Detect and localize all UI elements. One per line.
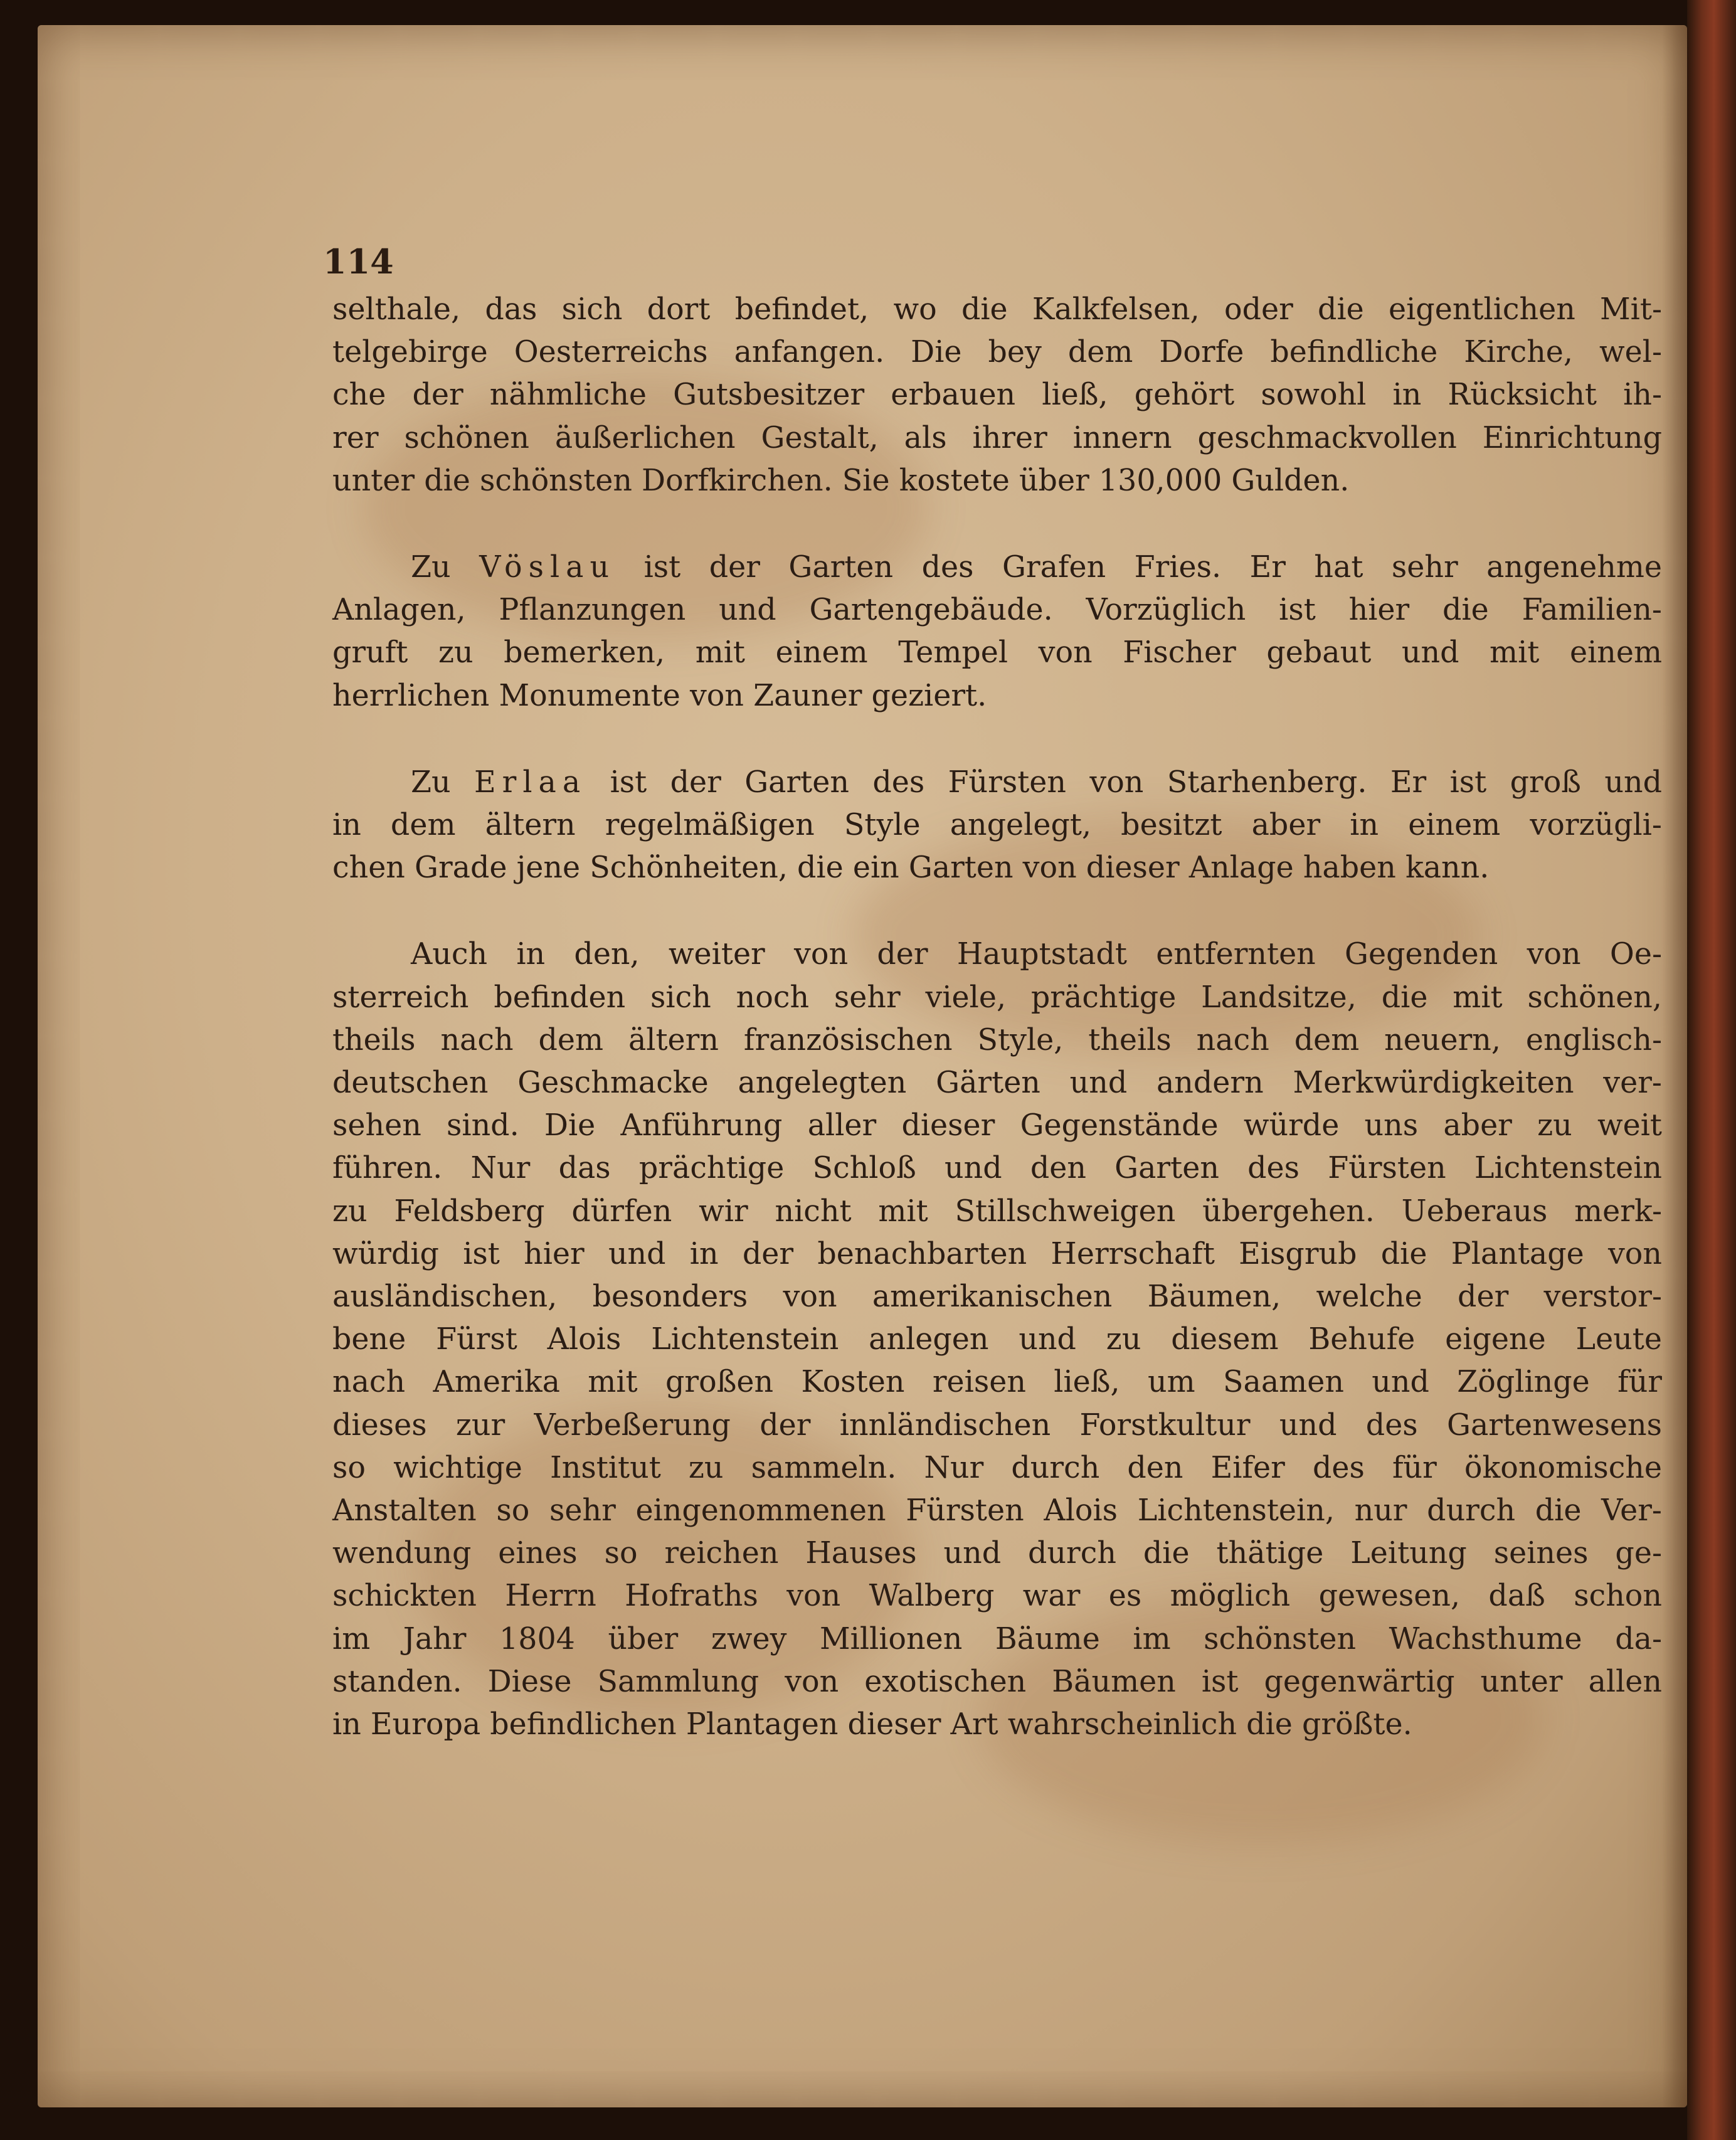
text-line: theils nach dem ältern französischen Style, theils nach dem neuern, englisch-	[332, 1022, 1662, 1057]
paragraph-erlaa	[332, 761, 1662, 890]
paragraph-1	[332, 289, 1662, 502]
text-line: Auch in den, weiter von der Hauptstadt entfernten Gegenden von Oe-	[411, 937, 1662, 972]
text-line: nach Amerika mit großen Kosten reisen ließ, um Saamen und Zöglinge für	[332, 1365, 1662, 1400]
text-line: chen Grade jene Schönheiten, die ein Garten von dieser Anlage haben kann.	[332, 850, 1490, 886]
paragraph-voeslau	[332, 546, 1662, 718]
text-line: gruft zu bemerken, mit einem Tempel von Fischer gebaut und mit einem	[332, 635, 1662, 670]
text-line: unter die schönsten Dorfkirchen. Sie kostete über 130,000 Gulden.	[332, 463, 1350, 498]
text-line: ausländischen, besonders von amerikanischen Bäumen, welche der verstor-	[332, 1279, 1662, 1315]
text-line: standen. Diese Sammlung von exotischen Bäumen ist gegenwärtig unter allen	[332, 1664, 1662, 1699]
text-line: so wichtige Institut zu sammeln. Nur durch den Eifer des für ökonomische	[332, 1450, 1662, 1485]
text-line: im Jahr 1804 über zwey Millionen Bäume im schönsten Wachsthume da-	[332, 1621, 1662, 1656]
text-line: sterreich befinden sich noch sehr viele, prächtige Landsitze, die mit schönen,	[332, 980, 1662, 1015]
text-line: bene Fürst Alois Lichtenstein anlegen und zu diesem Behufe eigene Leute	[332, 1322, 1662, 1357]
text-line: telgebirge Oesterreichs anfangen. Die bey dem Dorfe befindliche Kirche, wel-	[332, 335, 1662, 370]
text-line: Anlagen, Pflanzungen und Gartengebäude. Vorzüglich ist hier die Familien-	[332, 593, 1662, 628]
lead-word: Zu	[411, 765, 451, 800]
text-line: schickten Herrn Hofraths von Walberg war es möglich gewesen, daß schon	[332, 1579, 1662, 1614]
place-name-voeslau: Vöslau	[479, 550, 616, 585]
text-line: Anstalten so sehr eingenommenen Fürsten Alois Lichtenstein, nur durch die Ver-	[332, 1493, 1662, 1528]
text-line: selthale, das sich dort befindet, wo die Kalkfelsen, oder die eigentlichen Mit-	[332, 292, 1662, 327]
text-line: sehen sind. Die Anführung aller dieser Gegenstände würde uns aber zu weit	[332, 1108, 1662, 1143]
text-line: wendung eines so reichen Hauses und durch die thätige Leitung seines ge-	[332, 1536, 1662, 1571]
text-line: deutschen Geschmacke angelegten Gärten und andern Merkwürdigkeiten ver-	[332, 1066, 1662, 1101]
text-line: zu Feldsberg dürfen wir nicht mit Stillschweigen übergehen. Ueberaus merk-	[332, 1194, 1662, 1229]
text-line: in dem ältern regelmäßigen Style angelegt, besitzt aber in einem vorzügli-	[332, 808, 1662, 843]
text-line: che der nähmliche Gutsbesitzer erbauen ließ, gehört sowohl in Rücksicht ih-	[332, 378, 1662, 413]
text-line: in Europa befindlichen Plantagen dieser Art wahrscheinlich die größte.	[332, 1707, 1412, 1742]
place-name-erlaa: Erlaa	[474, 765, 587, 800]
text-line: dieses zur Verbeßerung der innländischen Forstkultur und des Gartenwesens	[332, 1407, 1662, 1443]
line-rest: ist der Garten des Grafen Fries. Er hat sehr angenehme	[615, 550, 1662, 585]
text-line: rer schönen äußerlichen Gestalt, als ihrer innern geschmackvollen Einrichtung	[332, 420, 1662, 455]
page-edge-shadow	[1662, 25, 1687, 2107]
text-line	[332, 761, 1662, 804]
text-line	[332, 546, 1662, 589]
book-spine	[1687, 0, 1736, 2140]
text-line: herrlichen Monumente von Zauner geziert.	[332, 678, 987, 713]
text-line: würdig ist hier und in der benachbarten Herrschaft Eisgrub die Plantage von	[332, 1236, 1662, 1271]
paragraph-oesterreich	[332, 933, 1662, 1746]
book-page	[38, 25, 1687, 2107]
text-line: führen. Nur das prächtige Schloß und den Garten des Fürsten Lichtenstein	[332, 1151, 1662, 1186]
page-number: 114	[323, 241, 394, 282]
body-text	[332, 289, 1662, 1790]
line-rest: ist der Garten des Fürsten von Starhenberg. Er ist groß und	[586, 765, 1662, 800]
lead-word: Zu	[411, 550, 451, 585]
